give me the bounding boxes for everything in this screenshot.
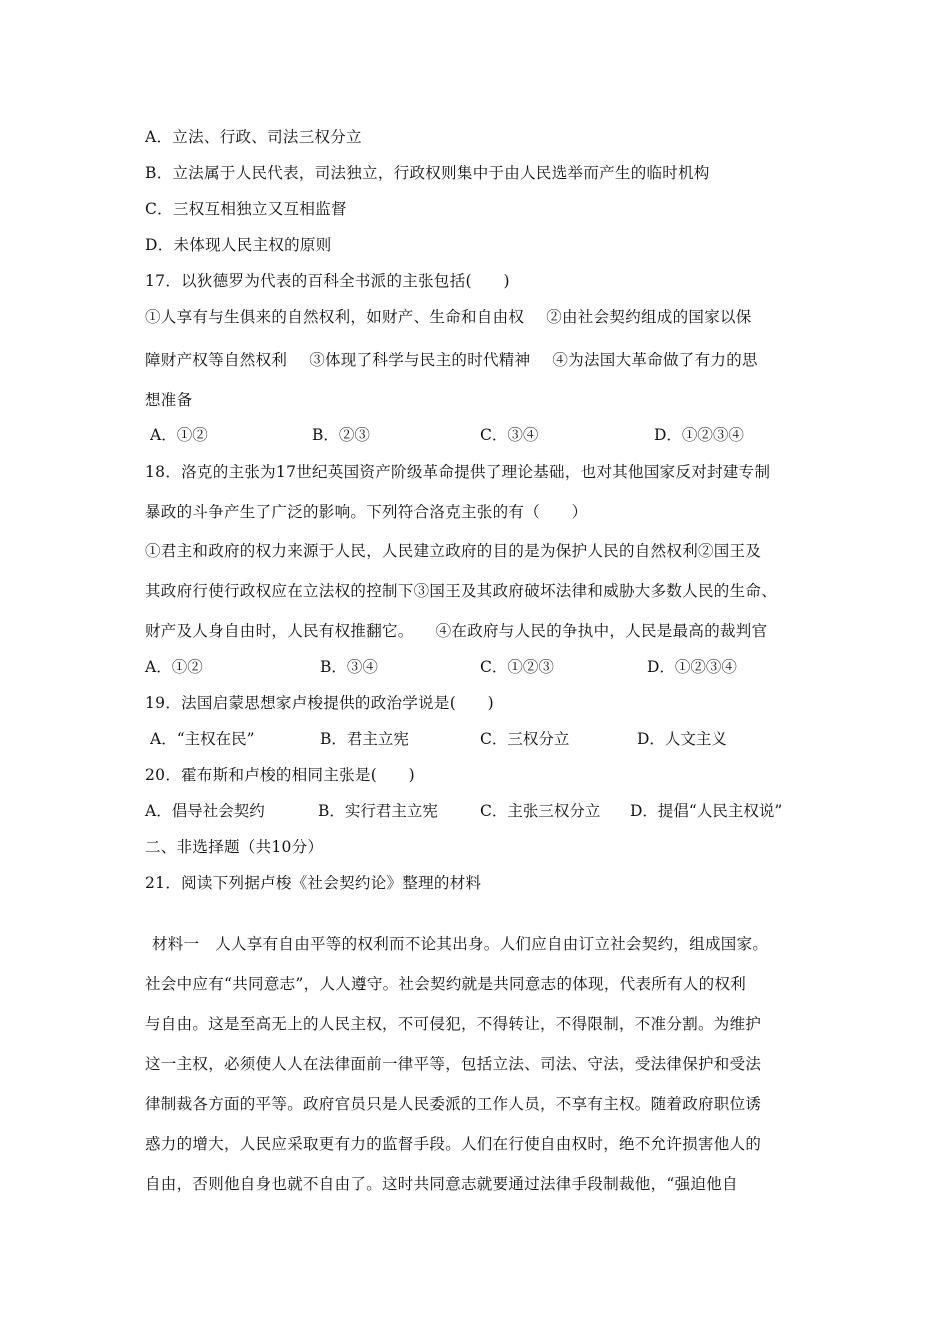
q20-option-a: A．倡导社会契约 [145, 802, 265, 820]
q21-material-line-3: 与自由。这是至高无上的人民主权，不可侵犯，不得转让，不得限制，不准分割。为维护 [145, 1015, 762, 1033]
q18-statements-line-3 [145, 621, 767, 641]
q18-option-b: B．③④ [320, 658, 378, 676]
q17-statements-line-2 [145, 350, 758, 370]
q18-statement-4: ④在政府与人民的争执中，人民是最高的裁判官 [435, 622, 768, 640]
q18-option-c: C．①②③ [480, 658, 554, 676]
q21-material-line-5: 律制裁各方面的平等。政府官员只是人民委派的工作人员，不享有主权。随着政府职位诱 [145, 1095, 762, 1113]
q18-statement-3b: 财产及人身自由时，人民有权推翻它。 [145, 622, 414, 640]
q17-option-a: A．①② [150, 426, 208, 444]
q21-material-line-1: 材料一 人人享有自由平等的权利而不论其出身。人们应自由订立社会契约，组成国家。 [152, 935, 769, 953]
q19-option-d: D．人文主义 [637, 730, 727, 748]
q17-option-c: C．③④ [480, 426, 539, 444]
q17-option-b: B．②③ [312, 426, 370, 444]
q21-material-line-6: 惑力的增大，人民应采取更有力的监督手段。人们在行使自由权时，绝不允许损害他人的 [145, 1135, 762, 1153]
q17-statement-3: ③体现了科学与民主的时代精神 [309, 351, 531, 369]
q17-statement-4a: ④为法国大革命做了有力的思 [552, 351, 758, 369]
q19-option-b: B．君主立宪 [320, 730, 409, 748]
q16-option-a: A．立法、行政、司法三权分立 [145, 128, 362, 146]
q18-option-d: D．①②③④ [647, 658, 737, 676]
q20-option-d: D．提倡“人民主权说” [630, 802, 783, 820]
q18-statements-line-2: 其政府行使行政权应在立法权的控制下③国王及其政府破坏法律和威胁大多数人民的生命、 [145, 582, 778, 600]
q18-option-a: A．①② [145, 658, 203, 676]
q18-stem-line-1: 18．洛克的主张为17世纪英国资产阶级革命提供了理论基础，也对其他国家反对封建专制 [145, 463, 771, 481]
q19-option-c: C．三权分立 [480, 730, 570, 748]
q21-material-line-7: 自由，否则他自身也就不自由了。这时共同意志就要通过法律手段制裁他，“强迫他自 [145, 1175, 738, 1193]
q18-stem-line-2: 暴政的斗争产生了广泛的影响。下列符合洛克主张的有（ ） [145, 503, 588, 521]
q17-statements-line-3: 想准备 [145, 391, 193, 409]
section-2-title: 二、非选择题（共10分） [145, 838, 324, 856]
q17-statement-2a: ②由社会契约组成的国家以保 [546, 308, 752, 326]
q20-option-b: B．实行君主立宪 [318, 802, 438, 820]
q20-stem: 20．霍布斯和卢梭的相同主张是( ) [145, 766, 416, 784]
q21-stem: 21．阅读下列据卢梭《社会契约论》整理的材料 [145, 874, 482, 892]
q17-statements-line-1 [145, 307, 752, 327]
q21-material-line-4: 这一主权，必须使人人在法律面前一律平等，包括立法、司法、守法，受法律保护和受法 [145, 1055, 762, 1073]
q16-option-d: D．未体现人民主权的原则 [145, 236, 332, 254]
q17-statement-1: ①人享有与生俱来的自然权利，如财产、生命和自由权 [145, 308, 525, 326]
q17-option-d: D．①②③④ [654, 426, 744, 444]
q16-option-c: C．三权互相独立又互相监督 [145, 200, 347, 218]
q18-statements-line-1: ①君主和政府的权力来源于人民，人民建立政府的目的是为保护人民的自然权利②国王及 [145, 542, 762, 560]
q16-option-b: B．立法属于人民代表，司法独立，行政权则集中于由人民选举而产生的临时机构 [145, 164, 710, 182]
q19-option-a: A．“主权在民” [150, 730, 255, 748]
q19-stem: 19．法国启蒙思想家卢梭提供的政治学说是( ) [145, 694, 495, 712]
q17-stem: 17．以狄德罗为代表的百科全书派的主张包括( ) [145, 272, 510, 290]
q17-statement-2b: 障财产权等自然权利 [145, 351, 288, 369]
q21-material-line-2: 社会中应有“共同意志”，人人遵守。社会契约就是共同意志的体现，代表所有人的权利 [145, 975, 747, 993]
q20-option-c: C．主张三权分立 [480, 802, 601, 820]
